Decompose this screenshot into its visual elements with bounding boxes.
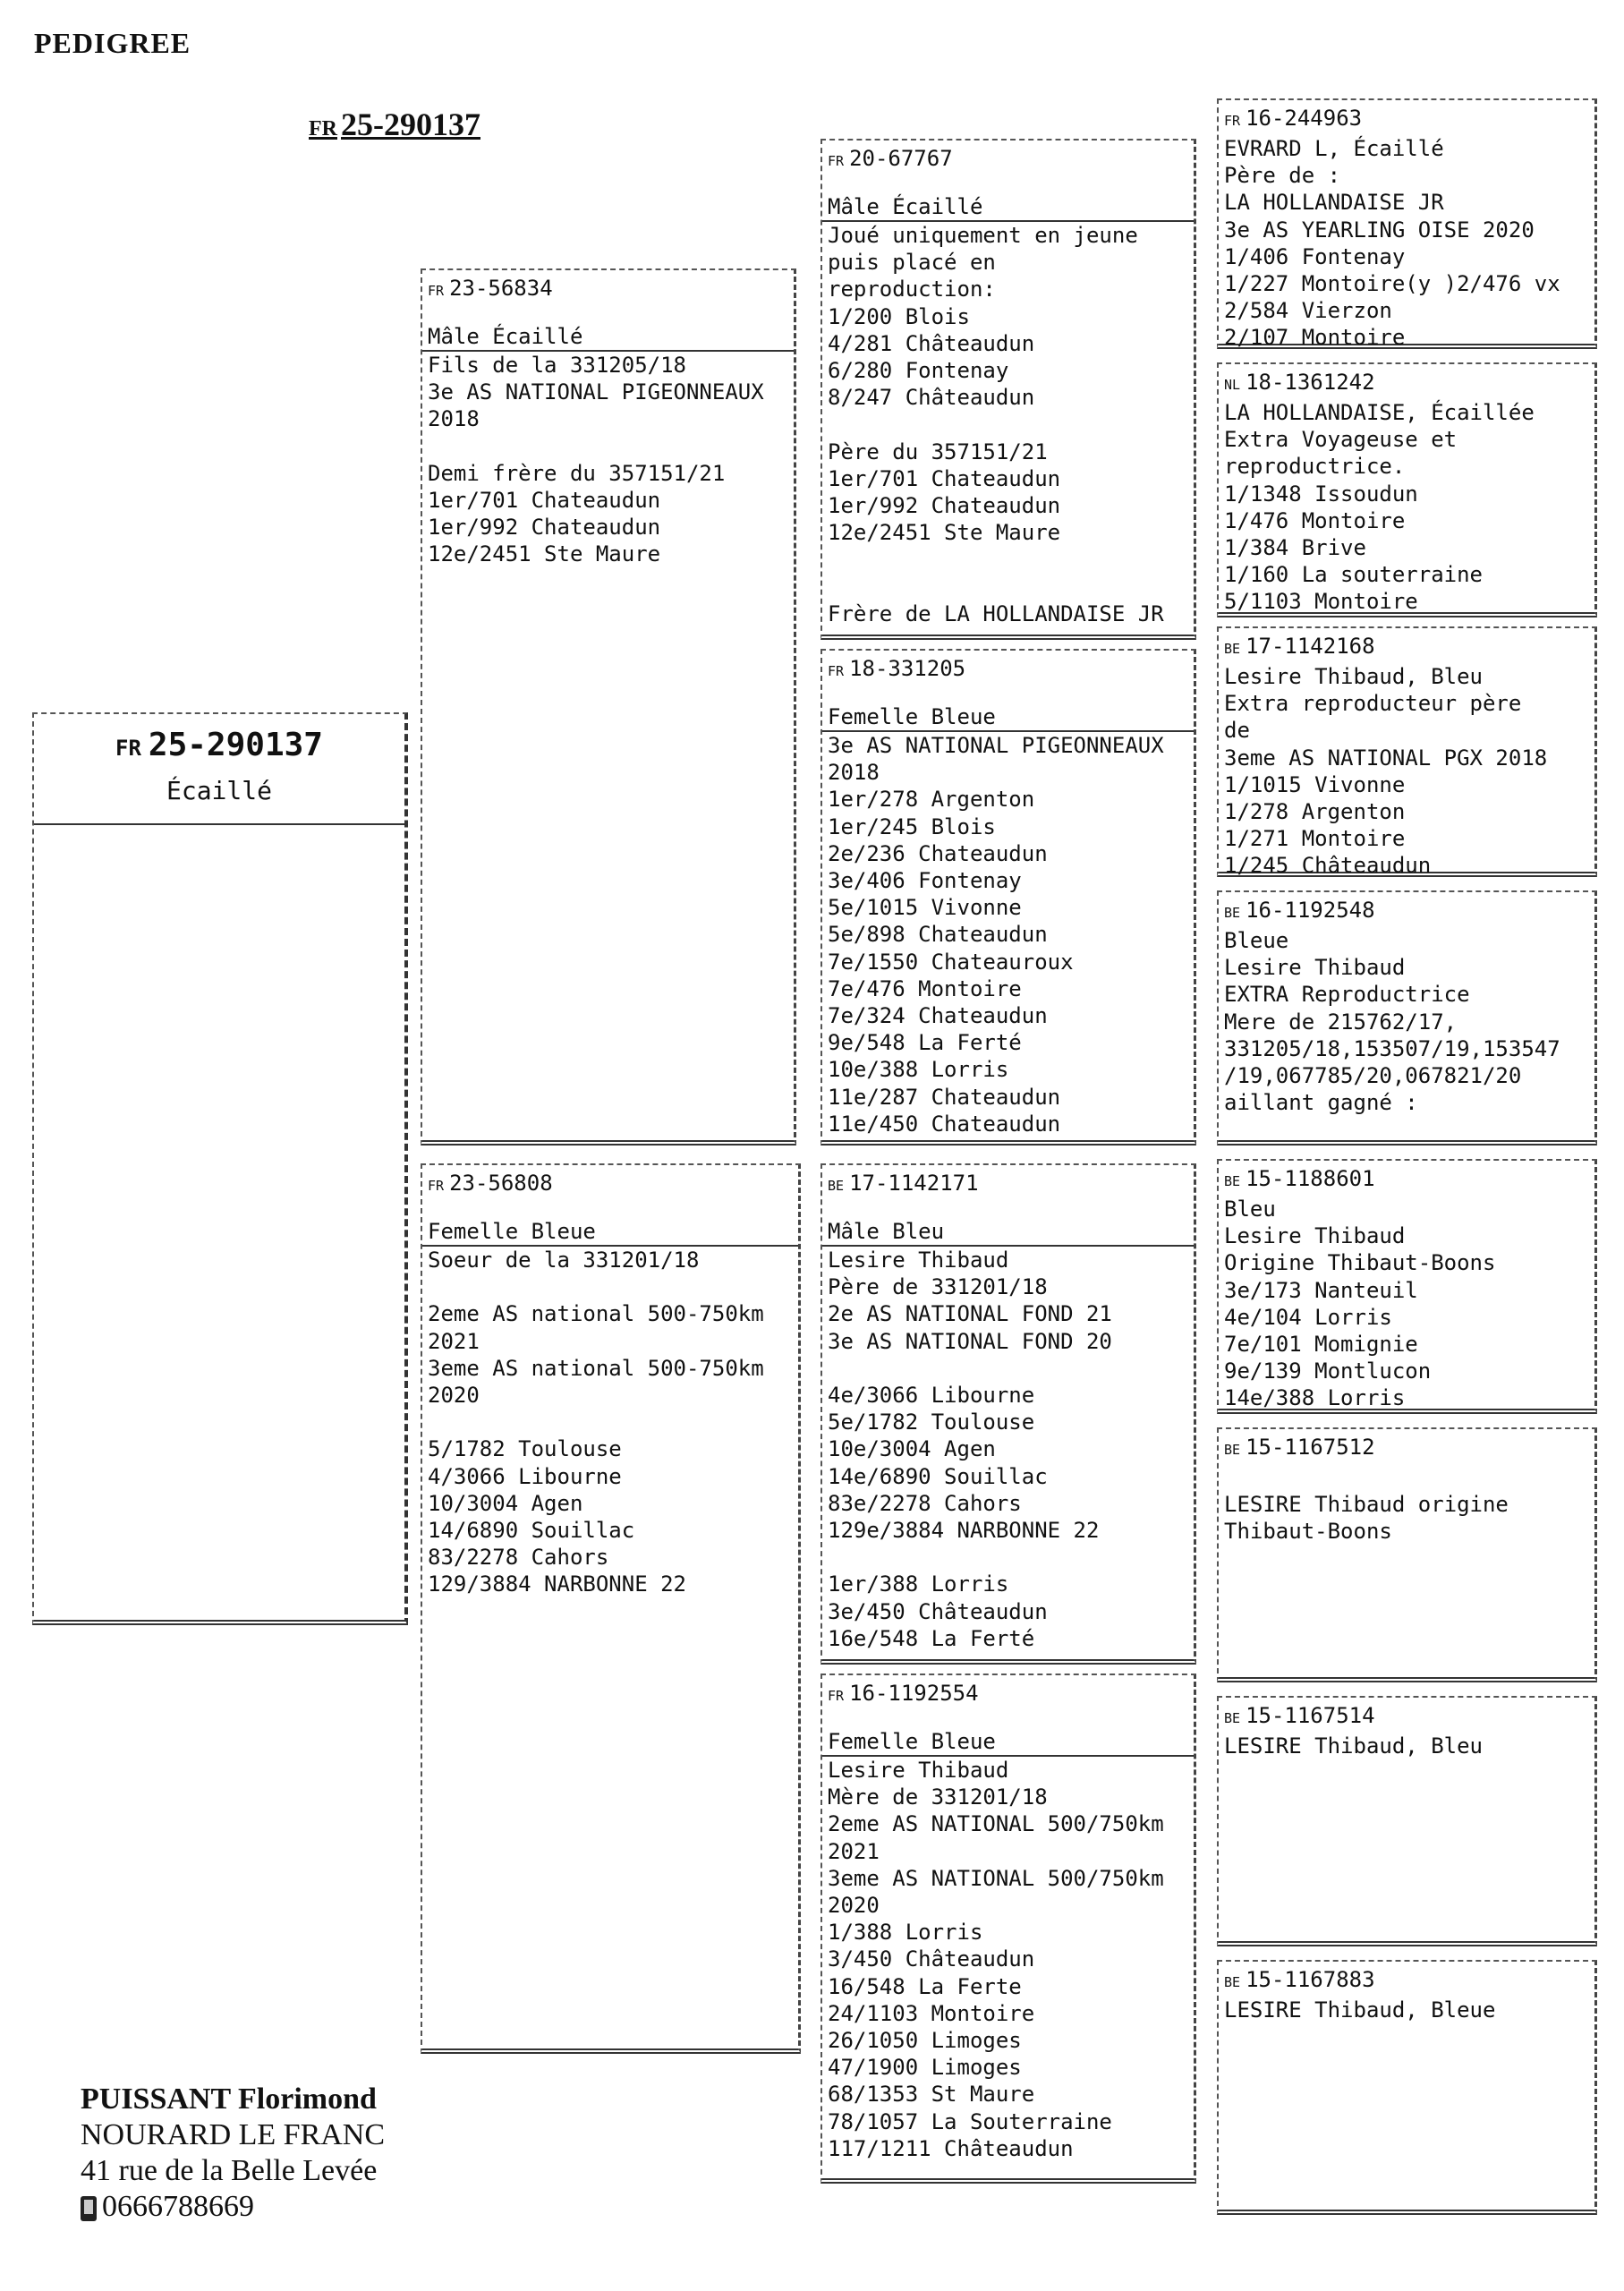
- sdd-notes: Bleue Lesire Thibaud EXTRA Reproductrice Mere de 215762/17, 331205/18,153507/19,153547 /19,067785/20,067821/20 aillant gagné :: [1224, 928, 1560, 1116]
- dam-dam-notes: Lesire Thibaud Mère de 331201/18 2eme AS NATIONAL 500/750km 2021 3eme AS NATIONAL 500/750km 2020 1/388 Lorris 3/450 Châteaudun 16/548 La Ferte 24/1103 Montoire 26/1050 Limoges 47/1900 Limoges 68/1353 St Maure 78/1057 La Souterraine 117/1211 Châteaudun: [828, 1758, 1164, 2161]
- dsd-country: BE: [1224, 1442, 1241, 1458]
- document-title: PEDIGREE: [34, 27, 191, 59]
- sire-sire-num: 20-67767: [849, 146, 953, 171]
- sss-country: FR: [1224, 113, 1241, 129]
- dds-num: 15-1167514: [1246, 1703, 1375, 1728]
- ssd-box: [1217, 362, 1597, 617]
- dss-box: [1217, 1159, 1597, 1414]
- ddd-notes: LESIRE Thibaud, Bleue: [1224, 1997, 1496, 2023]
- dss-notes: Bleu Lesire Thibaud Origine Thibaut-Boons 3e/173 Nanteuil 4e/104 Lorris 7e/101 Momignie 9e/139 Montlucon 14e/388 Lorris: [1224, 1197, 1496, 1411]
- dam-sire-country: BE: [828, 1178, 845, 1194]
- subject-num: 25-290137: [148, 727, 323, 763]
- sds-num: 17-1142168: [1246, 634, 1375, 659]
- sire-num: 23-56834: [449, 276, 553, 301]
- ddd-ring: [1219, 1962, 1594, 1995]
- sire-sire-box: [821, 139, 1196, 640]
- subject-color: Écaillé: [34, 776, 404, 825]
- sdd-ring: [1219, 892, 1594, 925]
- sdd-box: [1217, 890, 1597, 1146]
- sire-sex: Mâle Écaillé: [422, 323, 794, 352]
- dam-sire-box: [821, 1163, 1196, 1665]
- dam-sire-sex: Mâle Bleu: [822, 1218, 1194, 1247]
- sdd-country: BE: [1224, 905, 1241, 921]
- top-ring-number: [309, 106, 480, 143]
- subject-country: FR: [115, 736, 141, 761]
- dds-notes: LESIRE Thibaud, Bleu: [1224, 1733, 1483, 1759]
- dam-dam-box: [821, 1674, 1196, 2184]
- dam-dam-num: 16-1192554: [849, 1681, 979, 1706]
- sss-ring: [1219, 100, 1594, 133]
- sire-country: FR: [428, 283, 445, 299]
- ddd-country: BE: [1224, 1974, 1241, 1990]
- dsd-num: 15-1167512: [1246, 1435, 1375, 1460]
- ddd-num: 15-1167883: [1246, 1967, 1375, 1992]
- sds-box: [1217, 626, 1597, 877]
- sire-sire-sex: Mâle Écaillé: [822, 193, 1194, 222]
- sss-num: 16-244963: [1246, 106, 1363, 131]
- sss-box: [1217, 98, 1597, 349]
- subject-box: [32, 712, 408, 1625]
- sds-country: BE: [1224, 641, 1241, 657]
- dam-sire-notes: Lesire Thibaud Père de 331201/18 2e AS NATIONAL FOND 21 3e AS NATIONAL FOND 20 4e/3066 Libourne 5e/1782 Toulouse 10e/3004 Agen 14e/6890 Souillac 83e/2278 Cahors 129e/3884 NARBONNE 22 1er/388 Lorris 3e/450 Châteaudun 16e/548 La Ferté: [828, 1248, 1112, 1651]
- ssd-ring: [1219, 364, 1594, 397]
- sds-notes: Lesire Thibaud, Bleu Extra reproducteur père de 3eme AS NATIONAL PGX 2018 1/1015 Vivonne 1/278 Argenton 1/271 Montoire 1/245 Châteaudun: [1224, 664, 1548, 879]
- mobile-phone-icon: [81, 2196, 97, 2221]
- owner-address: 41 rue de la Belle Levée: [81, 2154, 378, 2187]
- sire-dam-box: [821, 649, 1196, 1146]
- subject-ring: [34, 727, 404, 763]
- sire-notes: Fils de la 331205/18 3e AS NATIONAL PIGEONNEAUX 2018 Demi frère du 357151/21 1er/701 Chateaudun 1er/992 Chateaudun 12e/2451 Ste Maure: [428, 353, 764, 567]
- sire-dam-ring: [822, 651, 1194, 684]
- dam-notes: Soeur de la 331201/18 2eme AS national 500-750km 2021 3eme AS national 500-750km 2020 5/1782 Toulouse 4/3066 Libourne 10/3004 Agen 14/6890 Souillac 83/2278 Cahors 129/3884 NARBONNE 22: [428, 1248, 764, 1597]
- ddd-box: [1217, 1960, 1597, 2215]
- owner-name: PUISSANT Florimond: [81, 2082, 377, 2116]
- dam-ring: [422, 1165, 798, 1198]
- dam-sire-num: 17-1142171: [849, 1171, 979, 1196]
- dss-ring: [1219, 1161, 1594, 1194]
- sdd-num: 16-1192548: [1246, 898, 1375, 923]
- dsd-box: [1217, 1427, 1597, 1682]
- owner-block: [81, 2082, 385, 2225]
- top-ring-num: 25-290137: [341, 106, 480, 142]
- dss-num: 15-1188601: [1246, 1166, 1375, 1191]
- dds-ring: [1219, 1698, 1594, 1731]
- dsd-ring: [1219, 1429, 1594, 1462]
- dam-num: 23-56808: [449, 1171, 553, 1196]
- dds-box: [1217, 1696, 1597, 1946]
- dds-country: BE: [1224, 1710, 1241, 1726]
- owner-phone: 0666788669: [102, 2190, 254, 2223]
- sire-dam-num: 18-331205: [849, 656, 966, 681]
- sds-ring: [1219, 628, 1594, 661]
- sss-notes: EVRARD L, Écaillé Père de : LA HOLLANDAISE JR 3e AS YEARLING OISE 2020 1/406 Fontenay 1/227 Montoire(y )2/476 vx 2/584 Vierzon 2/107 Montoire: [1224, 136, 1560, 351]
- sire-dam-country: FR: [828, 663, 845, 679]
- ssd-country: NL: [1224, 377, 1241, 393]
- sire-sire-ring: [822, 141, 1194, 174]
- owner-city: NOURARD LE FRANC: [81, 2118, 386, 2151]
- ssd-notes: LA HOLLANDAISE, Écaillée Extra Voyageuse et reproductrice. 1/1348 Issoudun 1/476 Montoire 1/384 Brive 1/160 La souterraine 5/1103 Montoire: [1224, 400, 1535, 615]
- sire-box: [421, 268, 796, 1146]
- sire-sire-country: FR: [828, 153, 845, 169]
- dam-sire-ring: [822, 1165, 1194, 1198]
- dam-box: [421, 1163, 801, 2054]
- dam-dam-country: FR: [828, 1688, 845, 1704]
- sire-dam-notes: 3e AS NATIONAL PIGEONNEAUX 2018 1er/278 Argenton 1er/245 Blois 2e/236 Chateaudun 3e/406 Fontenay 5e/1015 Vivonne 5e/898 Chateaudun 7e/1550 Chateauroux 7e/476 Montoire 7e/324 Chateaudun 9e/548 La Ferté 10e/388 Lorris 11e/287 Chateaudun 11e/450 Chateaudun: [828, 733, 1164, 1137]
- sire-ring: [422, 270, 794, 303]
- dsd-notes: LESIRE Thibaud origine Thibaut-Boons: [1224, 1492, 1509, 1545]
- dam-dam-ring: [822, 1675, 1194, 1708]
- dss-country: BE: [1224, 1173, 1241, 1189]
- sire-sire-notes: Joué uniquement en jeune puis placé en reproduction: 1/200 Blois 4/281 Châteaudun 6/280 Fontenay 8/247 Châteaudun Père du 357151/21 1er/701 Chateaudun 1er/992 Chateaudun 12e/2451 Ste Maure Frère de LA HOLLANDAISE JR: [828, 223, 1164, 626]
- dam-dam-sex: Femelle Bleue: [822, 1728, 1194, 1757]
- sire-dam-sex: Femelle Bleue: [822, 703, 1194, 732]
- owner-phone-row: [81, 2189, 385, 2225]
- dam-sex: Femelle Bleue: [422, 1218, 798, 1247]
- top-ring-country: FR: [309, 117, 337, 141]
- ssd-num: 18-1361242: [1246, 370, 1375, 395]
- dam-country: FR: [428, 1178, 445, 1194]
